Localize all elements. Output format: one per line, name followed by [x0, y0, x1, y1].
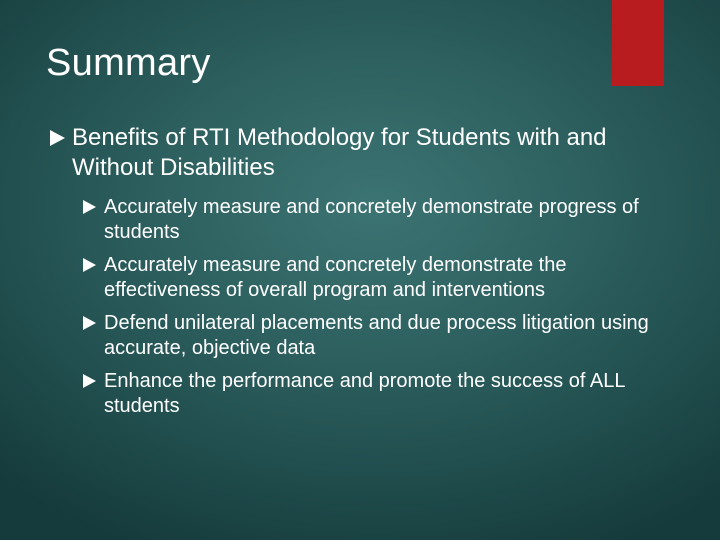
arrow-right-icon: [83, 316, 96, 330]
bullet-list: [50, 123, 680, 427]
sub-bullet-text: Enhance the performance and promote the success of ALL students: [104, 370, 625, 417]
main-bullet-text: Benefits of RTI Methodology for Students with and Without Disabilities: [72, 124, 607, 181]
arrow-right-icon: [83, 258, 96, 272]
accent-bar: [612, 0, 664, 86]
sub-bullet-text: Defend unilateral placements and due process litigation using accurate, objective data: [104, 312, 649, 359]
sub-bullet-text: Accurately measure and concretely demonstrate progress of students: [104, 196, 639, 243]
sub-bullet-text: Accurately measure and concretely demonstrate the effectiveness of overall program and interventions: [104, 254, 567, 301]
sub-bullet: [83, 195, 680, 245]
sub-bullet: [83, 311, 680, 361]
arrow-right-icon: [50, 130, 65, 146]
main-bullet: [50, 123, 680, 183]
arrow-right-icon: [83, 200, 96, 214]
slide-title: Summary: [46, 42, 211, 84]
sub-bullet: [83, 369, 680, 419]
sub-bullet: [83, 253, 680, 303]
arrow-right-icon: [83, 374, 96, 388]
